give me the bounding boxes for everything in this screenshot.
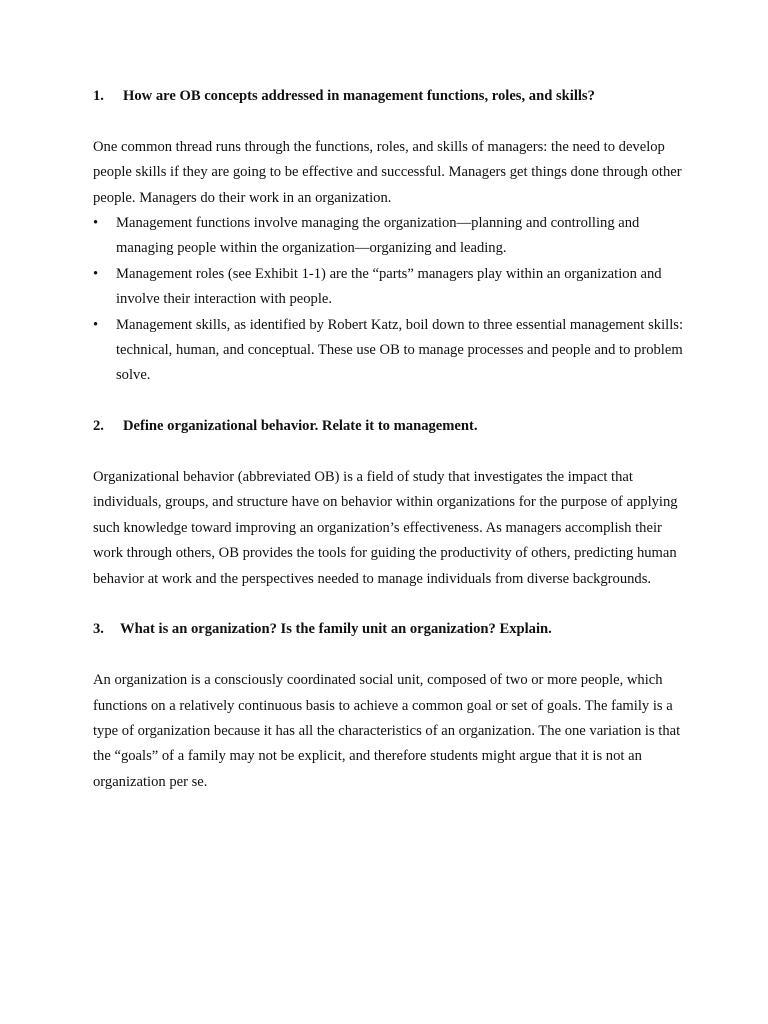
bullet-icon: • [93,265,99,282]
question-1-number: 1. [93,88,104,104]
answer-3-text: An organization is a consciously coordinated social unit, composed of two or more people, which functions on a relatively continuous basis to achieve a common goal or set of goals. The family is a type of organization because it has all the characteristics of an organization. The one variation is that the “goals” of a family may not be explicit, and therefore students might argue that it is not an organization per se. [93,672,681,790]
question-3-text: What is an organization? Is the family unit an organization? Explain. [120,621,552,638]
bullet-icon: • [93,316,99,333]
spacer [93,440,683,465]
bullet-item-management-functions [93,211,683,262]
spacer [93,643,683,668]
question-1-heading [93,84,683,109]
question-3-number: 3. [93,621,104,638]
answer-2-text: Organizational behavior (abbreviated OB) is a field of study that investigates the impact that individuals, groups, and structure have on behavior within organizations for the purpose of applying such knowledge toward improving an organization’s effectiveness. As managers accomplish their work through others, OB provides the tools for guiding the productivity of others, predicting human behavior at work and the perspectives needed to manage individuals from diverse backgrounds. [93,469,678,587]
answer-1-intro: One common thread runs through the functions, roles, and skills of managers: the need to develop people skills if they are going to be effective and successful. Managers get things done through other people. Managers do their work in an organization. [93,138,682,206]
bullet-item-management-roles [93,262,683,313]
bullet-text: Management roles (see Exhibit 1-1) are the “parts” managers play within an organization and involve their interaction with people. [116,265,662,308]
question-2-heading [93,414,683,439]
spacer [93,389,683,414]
question-3-heading [93,617,683,642]
question-1-text: How are OB concepts addressed in management functions, roles, and skills? [123,88,595,104]
document-content [93,84,683,795]
spacer [93,109,683,134]
bullet-text: Management skills, as identified by Robert Katz, boil down to three essential management skills: technical, human, and conceptual. These use OB to manage processes and people and to problem solve. [116,316,684,384]
bullet-item-management-skills [93,313,683,389]
bullet-icon: • [93,215,99,232]
spacer [93,592,683,617]
bullet-text: Management functions involve managing the organization—planning and controlling and managing people within the organization—organizing and leading. [116,215,640,257]
answer-1-bullet-list [93,211,683,389]
question-2-number: 2. [93,418,104,435]
question-2-text: Define organizational behavior. Relate it to management. [123,418,478,435]
